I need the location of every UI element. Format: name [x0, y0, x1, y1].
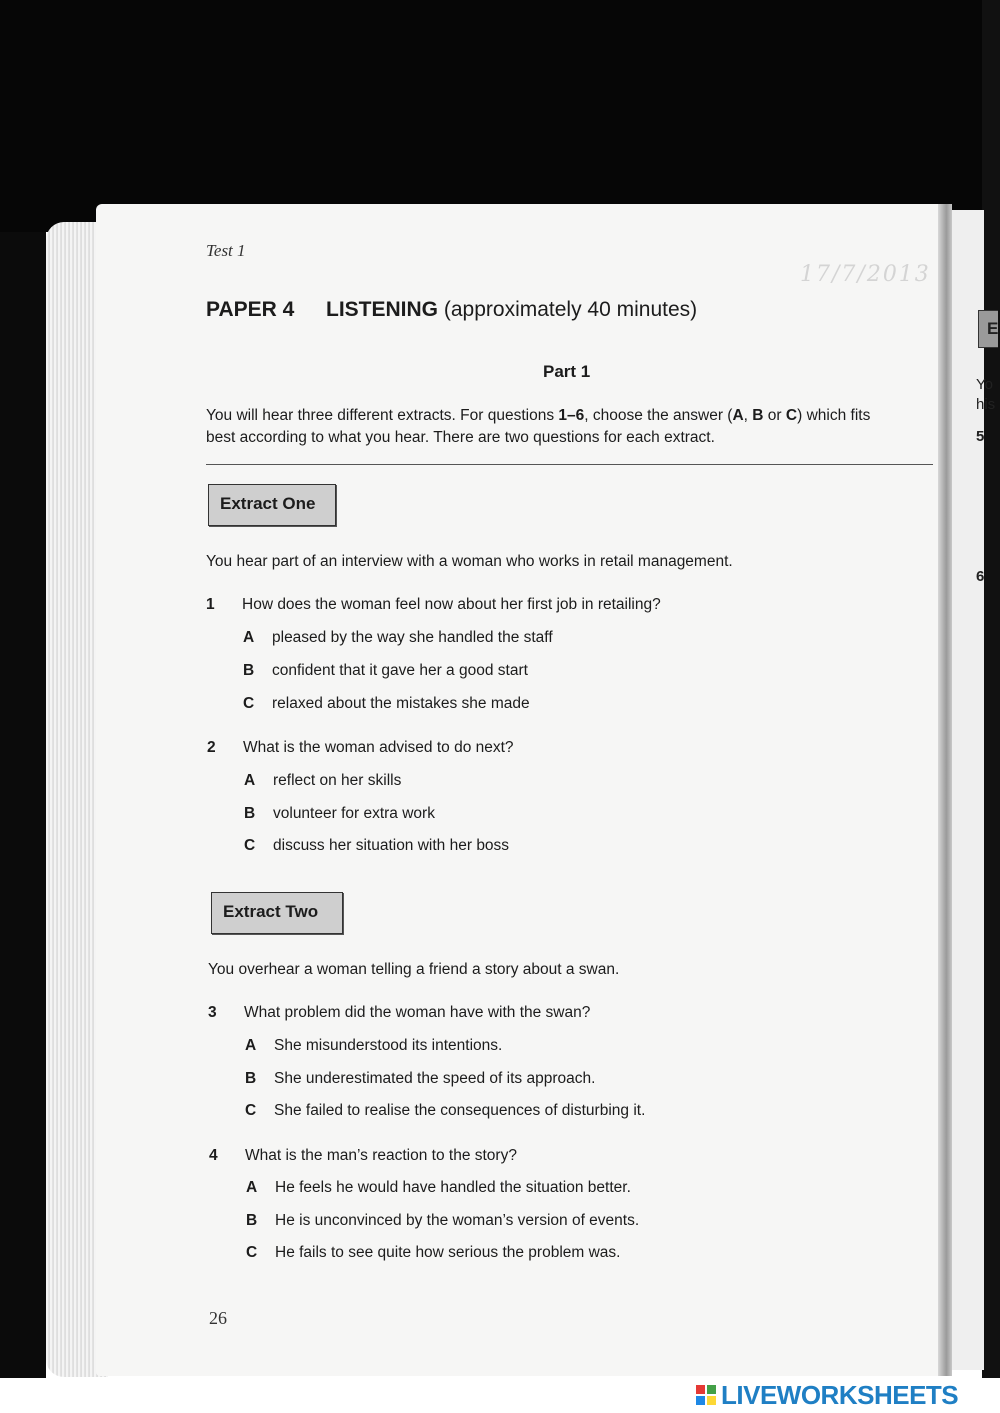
question-3-option-c: She failed to realise the consequences of disturbing it. [274, 1102, 646, 1119]
paper-name: LISTENING [326, 298, 439, 321]
facing-page-tab: E [978, 310, 998, 348]
question-1-option-a-letter: A [243, 629, 255, 646]
question-1-option-b: confident that it gave her a good start [272, 662, 528, 679]
question-2-option-c: discuss her situation with her boss [273, 837, 510, 854]
instructions-sep1: , [743, 407, 753, 424]
question-3-option-a-letter: A [245, 1037, 257, 1054]
question-2-option-b-letter: B [244, 805, 256, 822]
question-4-text: What is the man’s reaction to the story? [245, 1147, 517, 1164]
instructions-range: 1–6 [558, 407, 585, 424]
part-title: Part 1 [543, 362, 591, 381]
liveworksheets-logo-icon [696, 1385, 716, 1405]
question-3-option-b: She underestimated the speed of its approach. [274, 1070, 596, 1087]
facing-page-question-6: 6 [976, 568, 985, 585]
paper-title [206, 298, 697, 322]
instructions-opt-c: C [785, 407, 798, 424]
instructions-line-1 [206, 405, 870, 427]
question-3-option-b-letter: B [245, 1070, 257, 1087]
question-2-option-a-letter: A [244, 772, 256, 789]
instructions-opt-b: B [752, 407, 764, 424]
handwritten-date-note: 17/7/2013 [800, 262, 931, 287]
liveworksheets-brand-text: LIVEWORKSHEETS [721, 1379, 959, 1410]
question-3-text: What problem did the woman have with the swan? [244, 1004, 591, 1021]
extract-two-heading: Extract Two [211, 892, 343, 934]
question-2-text: What is the woman advised to do next? [243, 739, 514, 756]
instructions-text-middle: , choose the answer ( [584, 407, 733, 424]
book-gutter [938, 204, 952, 1376]
question-2-option-b: volunteer for extra work [273, 805, 435, 822]
question-4-number: 4 [209, 1147, 218, 1164]
question-4-option-b-letter: B [246, 1212, 258, 1229]
question-1-option-c: relaxed about the mistakes she made [272, 695, 530, 712]
paper-number: PAPER 4 [206, 298, 295, 321]
question-1-text: How does the woman feel now about her first job in retailing? [242, 596, 661, 613]
question-2-option-a: reflect on her skills [273, 772, 402, 789]
question-4-option-c: He fails to see quite how serious the problem was. [275, 1244, 621, 1261]
question-1-option-c-letter: C [243, 695, 255, 712]
instructions-text-after: ) which fits [797, 407, 871, 424]
facing-page-question-5: 5 [976, 428, 985, 445]
instructions-opt-a: A [732, 407, 744, 424]
paper-duration: (approximately 40 minutes) [443, 298, 698, 321]
page-number: 26 [209, 1308, 227, 1328]
extract-two-intro: You overhear a woman telling a friend a story about a swan. [208, 961, 620, 978]
extract-one-heading: Extract One [208, 484, 336, 526]
question-4-option-a: He feels he would have handled the situation better. [275, 1179, 631, 1196]
scan-background-top [0, 0, 1000, 232]
facing-page-text-1: Yo [976, 376, 993, 393]
question-3-number: 3 [208, 1004, 217, 1021]
question-4-option-b: He is unconvinced by the woman’s version of events. [275, 1212, 640, 1229]
question-2-number: 2 [207, 739, 216, 756]
book-page [96, 204, 948, 1376]
question-3-option-c-letter: C [245, 1102, 257, 1119]
question-1-number: 1 [206, 596, 215, 613]
question-1-option-a: pleased by the way she handled the staff [272, 629, 553, 646]
extract-one-intro: You hear part of an interview with a woman who works in retail management. [206, 553, 733, 570]
instructions-line-2: best according to what you hear. There are two questions for each extract. [206, 429, 715, 446]
instructions-sep2: or [763, 407, 786, 424]
instructions-text-before: You will hear three different extracts. For questions [206, 407, 559, 424]
question-2-option-c-letter: C [244, 837, 256, 854]
scan-background-left [0, 232, 46, 1413]
section-divider [206, 464, 933, 465]
question-4-option-c-letter: C [246, 1244, 258, 1261]
liveworksheets-brand[interactable] [696, 1381, 958, 1409]
question-1-option-b-letter: B [243, 662, 255, 679]
question-3-option-a: She misunderstood its intentions. [274, 1037, 503, 1054]
running-header: Test 1 [206, 241, 246, 260]
scan-background-right [982, 0, 1000, 1413]
question-4-option-a-letter: A [246, 1179, 258, 1196]
facing-page-text-2: his [976, 396, 996, 413]
